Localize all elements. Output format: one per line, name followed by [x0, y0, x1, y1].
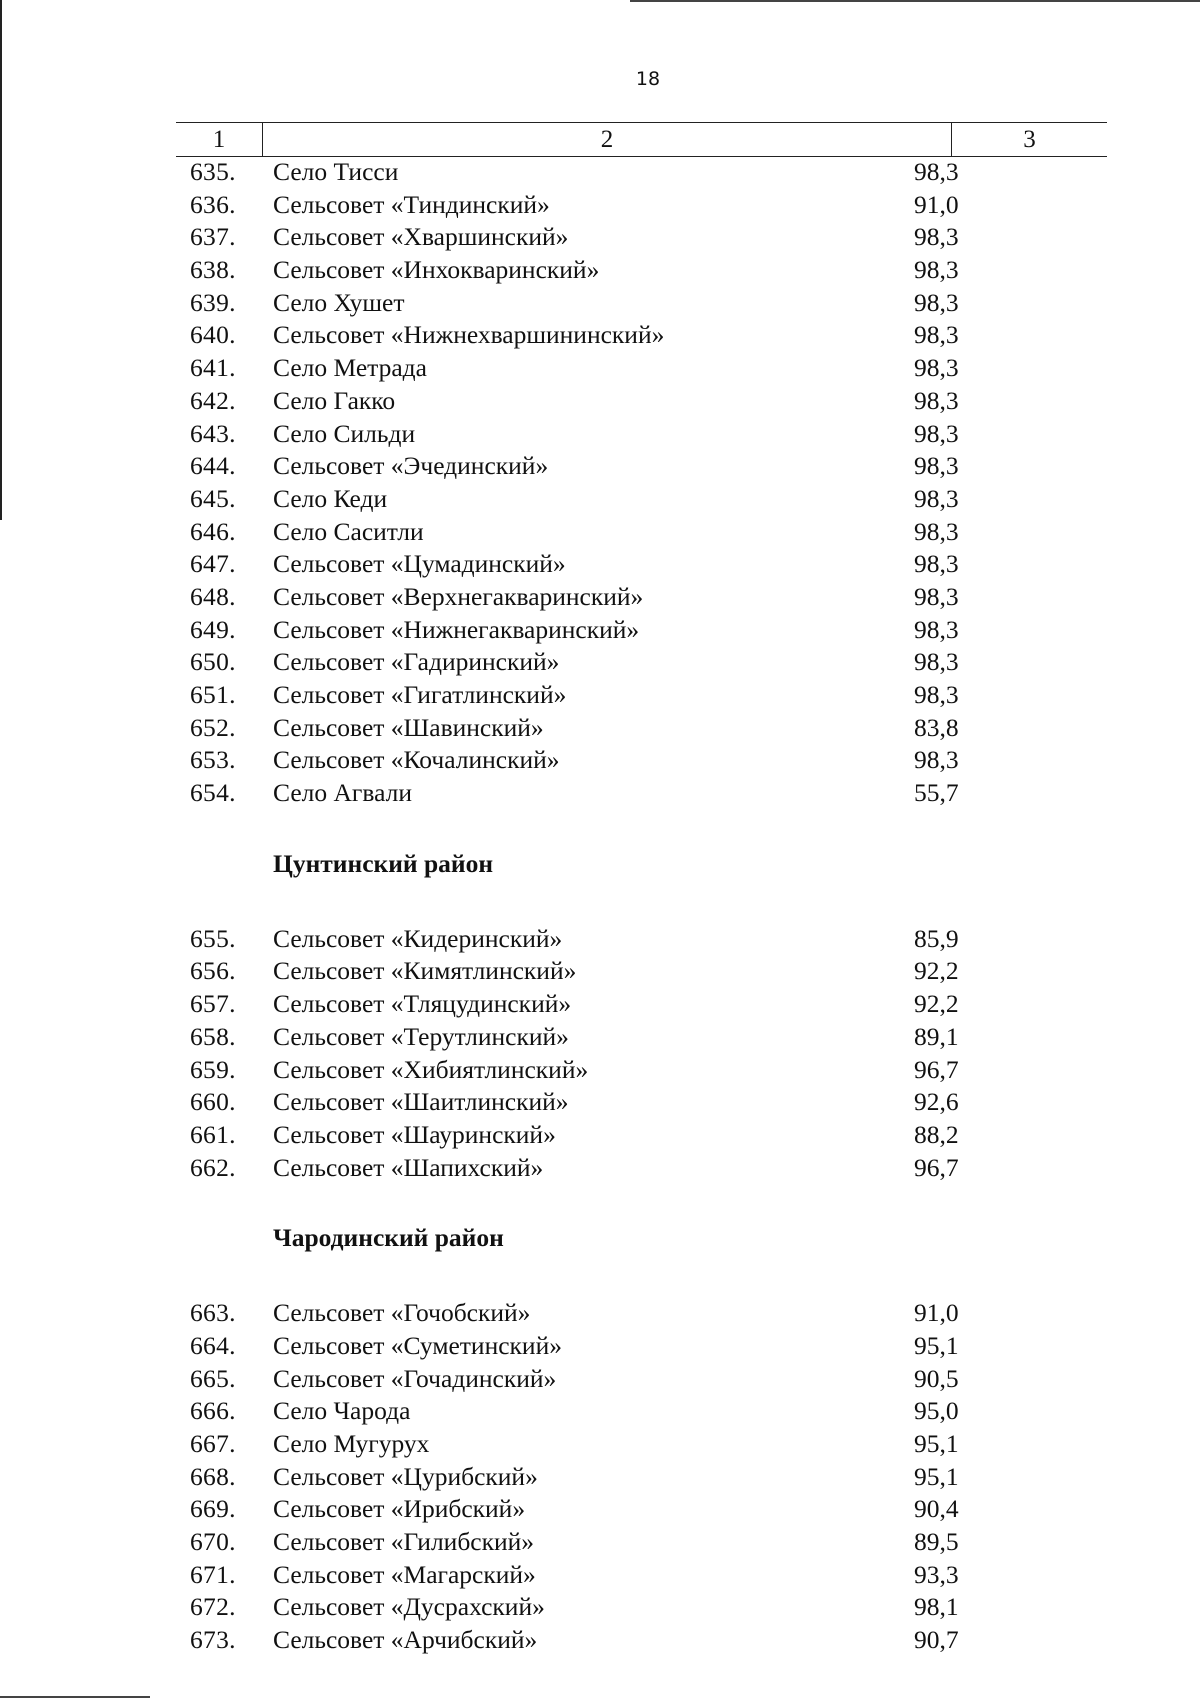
column-header-value: 3 — [1023, 126, 1036, 153]
row-value: 91,0 — [914, 189, 959, 219]
row-value: 98,3 — [914, 385, 959, 415]
table-row — [0, 744, 1200, 777]
row-value: 90,5 — [914, 1363, 959, 1393]
row-name: Село Чарода — [273, 1396, 411, 1426]
row-number: 653. — [190, 745, 236, 775]
row-number: 657. — [190, 989, 236, 1019]
table-row — [0, 581, 1200, 614]
row-name: Сельсовет «Гилибский» — [273, 1527, 535, 1557]
table-row — [0, 1054, 1200, 1087]
row-value: 98,3 — [914, 745, 959, 775]
section-heading-label: Цунтинский район — [273, 848, 494, 878]
row-number: 643. — [190, 418, 236, 448]
row-number: 655. — [190, 923, 236, 953]
row-number: 661. — [190, 1119, 236, 1149]
row-name: Сельсовет «Суметинский» — [273, 1330, 562, 1360]
row-name: Сельсовет «Эчединский» — [273, 451, 549, 481]
table-body — [0, 156, 1200, 1657]
row-value: 98,3 — [914, 287, 959, 317]
row-value: 98,3 — [914, 647, 959, 677]
scan-edge-bottom — [0, 1696, 150, 1698]
page-number: 18 — [635, 68, 661, 90]
row-number: 644. — [190, 451, 236, 481]
row-name: Сельсовет «Гочобский» — [273, 1298, 531, 1328]
row-value: 95,1 — [914, 1461, 959, 1491]
row-number: 646. — [190, 516, 236, 546]
row-name: Сельсовет «Шауринский» — [273, 1119, 556, 1149]
row-value: 98,1 — [914, 1592, 959, 1622]
row-number: 662. — [190, 1152, 236, 1182]
row-number: 671. — [190, 1559, 236, 1589]
row-value: 55,7 — [914, 778, 959, 808]
table-row — [0, 287, 1200, 320]
row-name: Сельсовет «Шавинский» — [273, 712, 544, 742]
row-value: 95,0 — [914, 1396, 959, 1426]
row-name: Село Хушет — [273, 287, 405, 317]
row-value: 91,0 — [914, 1298, 959, 1328]
table-row — [0, 1297, 1200, 1330]
row-name: Сельсовет «Нижнехваршининский» — [273, 320, 665, 350]
row-value: 98,3 — [914, 483, 959, 513]
table-row — [0, 988, 1200, 1021]
table-row — [0, 483, 1200, 516]
table-row — [0, 712, 1200, 745]
row-name: Сельсовет «Кимятлинский» — [273, 956, 577, 986]
row-number: 635. — [190, 157, 236, 186]
row-number: 658. — [190, 1021, 236, 1051]
row-number: 664. — [190, 1330, 236, 1360]
row-number: 669. — [190, 1494, 236, 1524]
row-value: 98,3 — [914, 418, 959, 448]
row-value: 98,3 — [914, 614, 959, 644]
row-name: Село Агвали — [273, 778, 412, 808]
row-number: 656. — [190, 956, 236, 986]
row-value: 98,3 — [914, 320, 959, 350]
row-name: Село Саситли — [273, 516, 424, 546]
row-name: Сельсовет «Терутлинский» — [273, 1021, 569, 1051]
table-row — [0, 1119, 1200, 1152]
row-number: 672. — [190, 1592, 236, 1622]
table-row — [0, 1493, 1200, 1526]
row-number: 652. — [190, 712, 236, 742]
row-name: Сельсовет «Гочадинский» — [273, 1363, 557, 1393]
row-name: Село Метрада — [273, 353, 427, 383]
row-value: 98,3 — [914, 255, 959, 285]
row-name: Село Мугурух — [273, 1429, 430, 1458]
table-row — [0, 777, 1200, 810]
row-value: 96,7 — [914, 1054, 959, 1084]
row-number: 668. — [190, 1461, 236, 1491]
row-number: 673. — [190, 1625, 236, 1655]
table-row — [0, 1591, 1200, 1624]
row-name: Сельсовет «Кочалинский» — [273, 745, 560, 775]
table-row — [0, 646, 1200, 679]
row-value: 85,9 — [914, 923, 959, 953]
row-number: 649. — [190, 614, 236, 644]
row-value: 89,5 — [914, 1527, 959, 1557]
row-number: 637. — [190, 222, 236, 252]
row-name: Село Тисси — [273, 157, 399, 186]
section-heading — [0, 1184, 1200, 1297]
table-row — [0, 1461, 1200, 1494]
section-heading-label: Чародинский район — [273, 1223, 504, 1253]
row-name: Село Гакко — [273, 385, 396, 415]
row-name: Сельсовет «Инхокваринский» — [273, 255, 600, 285]
table-row — [0, 923, 1200, 956]
row-value: 92,2 — [914, 989, 959, 1019]
row-name: Село Кеди — [273, 483, 388, 513]
table-row — [0, 1428, 1200, 1461]
row-number: 667. — [190, 1429, 236, 1458]
row-value: 98,3 — [914, 157, 959, 186]
row-name: Сельсовет «Верхнегакваринский» — [273, 581, 644, 611]
row-value: 92,6 — [914, 1087, 959, 1117]
table-row — [0, 450, 1200, 483]
table-row — [0, 614, 1200, 647]
row-number: 648. — [190, 581, 236, 611]
row-number: 663. — [190, 1298, 236, 1328]
row-number: 654. — [190, 778, 236, 808]
row-number: 665. — [190, 1363, 236, 1393]
row-name: Сельсовет «Арчибский» — [273, 1625, 538, 1655]
row-value: 98,3 — [914, 549, 959, 579]
table-row — [0, 548, 1200, 581]
table-row — [0, 1086, 1200, 1119]
row-name: Сельсовет «Шаитлинский» — [273, 1087, 569, 1117]
row-name: Сельсовет «Дусрахский» — [273, 1592, 545, 1622]
row-name: Сельсовет «Нижнегакваринский» — [273, 614, 640, 644]
row-number: 638. — [190, 255, 236, 285]
table-row — [0, 679, 1200, 712]
table-row — [0, 1624, 1200, 1657]
table-row — [0, 221, 1200, 254]
row-value: 98,3 — [914, 581, 959, 611]
row-number: 639. — [190, 287, 236, 317]
row-value: 89,1 — [914, 1021, 959, 1051]
table-row — [0, 1526, 1200, 1559]
row-value: 92,2 — [914, 956, 959, 986]
row-number: 636. — [190, 189, 236, 219]
table-row — [0, 254, 1200, 287]
row-value: 90,7 — [914, 1625, 959, 1655]
row-number: 645. — [190, 483, 236, 513]
row-value: 88,2 — [914, 1119, 959, 1149]
row-number: 660. — [190, 1087, 236, 1117]
table-row — [0, 1021, 1200, 1054]
row-value: 98,3 — [914, 222, 959, 252]
row-value: 98,3 — [914, 353, 959, 383]
row-value: 96,7 — [914, 1152, 959, 1182]
row-value: 98,3 — [914, 451, 959, 481]
row-value: 98,3 — [914, 680, 959, 709]
table-row — [0, 319, 1200, 352]
scan-edge-top — [630, 0, 1200, 2]
table-row — [0, 189, 1200, 222]
table-row — [0, 1395, 1200, 1428]
row-number: 670. — [190, 1527, 236, 1557]
row-name: Сельсовет «Тиндинский» — [273, 189, 550, 219]
table-row — [0, 516, 1200, 549]
table-row — [0, 385, 1200, 418]
table-row — [0, 1363, 1200, 1396]
column-header-number: 1 — [176, 123, 263, 156]
table-row — [0, 418, 1200, 451]
column-header-name: 2 — [263, 123, 952, 156]
table-row — [0, 352, 1200, 385]
row-name: Сельсовет «Хибиятлинский» — [273, 1054, 589, 1084]
row-value: 98,3 — [914, 516, 959, 546]
row-value: 90,4 — [914, 1494, 959, 1524]
table-row — [0, 1330, 1200, 1363]
row-name: Сельсовет «Магарский» — [273, 1559, 536, 1589]
row-name: Сельсовет «Ирибский» — [273, 1494, 526, 1524]
row-name: Сельсовет «Тляцудинский» — [273, 989, 572, 1019]
row-name: Сельсовет «Гадиринский» — [273, 647, 560, 677]
table-row — [0, 156, 1200, 189]
row-name: Сельсовет «Цумадинский» — [273, 549, 566, 579]
table-header — [176, 122, 1107, 157]
row-number: 642. — [190, 385, 236, 415]
row-name: Сельсовет «Цурибский» — [273, 1461, 538, 1491]
row-value: 95,1 — [914, 1330, 959, 1360]
table-row — [0, 1559, 1200, 1592]
row-number: 640. — [190, 320, 236, 350]
table-row — [0, 955, 1200, 988]
row-number: 666. — [190, 1396, 236, 1426]
row-name: Сельсовет «Шапихский» — [273, 1152, 544, 1182]
table-row — [0, 1152, 1200, 1185]
row-name: Сельсовет «Кидеринский» — [273, 923, 563, 953]
row-value: 83,8 — [914, 712, 959, 742]
row-value: 93,3 — [914, 1559, 959, 1589]
row-name: Село Сильди — [273, 418, 416, 448]
section-heading — [0, 810, 1200, 923]
row-name: Сельсовет «Хваршинский» — [273, 222, 569, 252]
row-number: 647. — [190, 549, 236, 579]
row-number: 641. — [190, 353, 236, 383]
row-number: 659. — [190, 1054, 236, 1084]
row-name: Сельсовет «Гигатлинский» — [273, 680, 567, 709]
row-value: 95,1 — [914, 1429, 959, 1458]
row-number: 651. — [190, 680, 236, 709]
row-number: 650. — [190, 647, 236, 677]
